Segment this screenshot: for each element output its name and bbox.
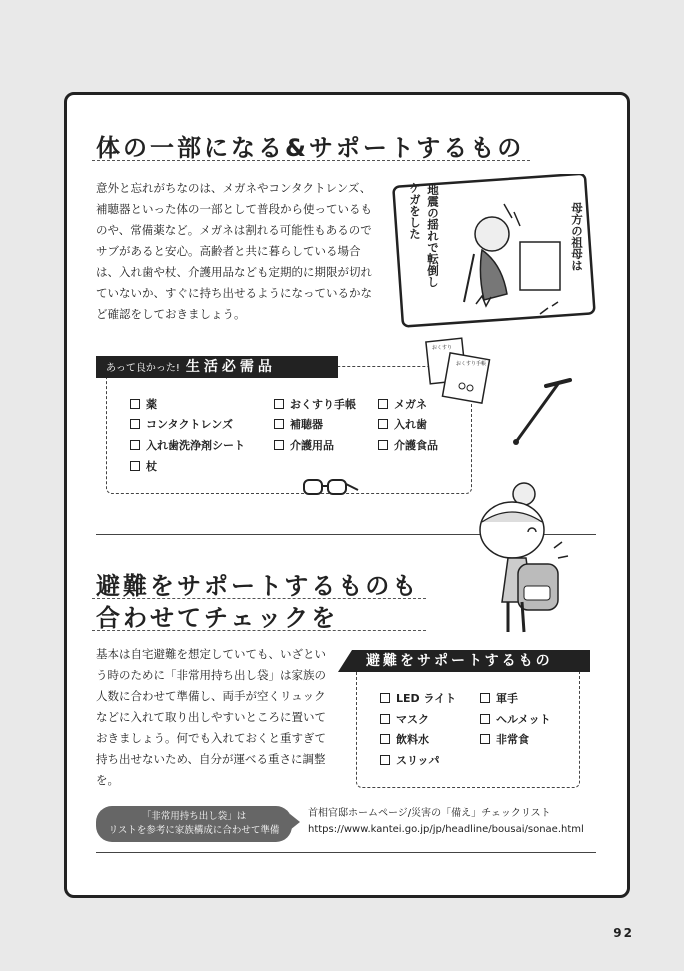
glasses-icon: [300, 474, 360, 500]
section2-title-line1: 避難をサポートするものも: [96, 572, 420, 600]
checkbox-icon: [378, 419, 388, 429]
checkbox-icon: [274, 399, 284, 409]
checklist-item[interactable]: 介護食品: [378, 437, 438, 453]
grandmother-illustration: [392, 174, 598, 328]
section2-title-line2: 合わせてチェックを: [96, 604, 339, 632]
checkbox-icon: [380, 714, 390, 724]
checkbox-icon: [130, 461, 140, 471]
footer-note-pill: [96, 806, 292, 842]
checkbox-icon: [130, 440, 140, 450]
checklist-item[interactable]: 軍手: [480, 690, 518, 706]
checklist-item[interactable]: 入れ歯: [378, 416, 427, 432]
girl-with-backpack-illustration: [462, 478, 572, 636]
illustration-caption-2: 地震の揺れで転倒し: [426, 184, 440, 288]
daily-necessities-banner: [96, 356, 338, 378]
checklist-item[interactable]: 飲料水: [380, 731, 429, 747]
checklist-item[interactable]: 薬: [130, 396, 157, 412]
checklist-item[interactable]: メガネ: [378, 396, 427, 412]
section1-title: 体の一部になる&サポートするもの: [96, 134, 525, 162]
checklist-item[interactable]: 入れ歯洗浄剤シート: [130, 437, 245, 453]
checkbox-icon: [130, 419, 140, 429]
pill-pointer: [290, 814, 300, 830]
checklist-item[interactable]: スリッパ: [380, 752, 440, 768]
checkbox-icon: [378, 399, 388, 409]
book-label-2: おくすり手帳: [456, 361, 487, 367]
banner-big-text: 生活必需品: [185, 359, 276, 375]
source-line1: 首相官邸ホームページ/災害の「備え」チェックリスト: [308, 808, 551, 819]
source-text: [308, 806, 584, 838]
banner-arrow-tail: [338, 650, 352, 672]
checklist-item[interactable]: LED ライト: [380, 690, 456, 706]
pill-line1: 「非常用持ち出し袋」は: [141, 811, 247, 822]
checkbox-icon: [274, 419, 284, 429]
source-url-link[interactable]: https://www.kantei.go.jp/jp/headline/bousai/sonae.html: [308, 824, 584, 835]
checkbox-icon: [480, 734, 490, 744]
checkbox-icon: [480, 714, 490, 724]
book-label-1: おくすり: [432, 345, 453, 351]
medicine-notebook-illustration: [424, 336, 496, 408]
checkbox-icon: [380, 693, 390, 703]
banner-text: 避難をサポートするもの: [366, 653, 553, 669]
illustration-caption-3: ケガをした: [408, 182, 422, 240]
pill-line2: リストを参考に家族構成に合わせて準備: [108, 825, 280, 836]
footer-divider: [96, 852, 596, 853]
title-underline: [92, 630, 426, 631]
checkbox-icon: [380, 734, 390, 744]
section2-body: 基本は自宅避難を想定していても、いざという時のために「非常用持ち出し袋」は家族の人数に合わせて準備し、両手が空くリュックなどに入れて取り出しやすいところに置いておきましょう。何でも入れておくと重すぎて持ち出せないため、自分が運べる重さに調整を。: [96, 647, 326, 787]
section1-body: 意外と忘れがちなのは、メガネやコンタクトレンズ、補聴器といった体の一部として普段から使っているものや、常備薬など。メガネは割れる可能性もあるのでサブがあると安心。高齢者と共に暮らしている場合は、入れ歯や杖、介護用品なども定期的に期限が切れていないか、すぐに持ち出せるようになっているかなど確認をしておきましょう。: [96, 181, 372, 321]
checkbox-icon: [480, 693, 490, 703]
checklist-item[interactable]: 非常食: [480, 731, 529, 747]
banner-arrow-tip: [321, 356, 333, 378]
checklist-item[interactable]: 補聴器: [274, 416, 323, 432]
checklist-item[interactable]: コンタクトレンズ: [130, 416, 233, 432]
grandmother-illustration-drawing: [392, 174, 598, 328]
checklist-item[interactable]: 介護用品: [274, 437, 334, 453]
checkbox-icon: [380, 755, 390, 765]
checklist-item[interactable]: マスク: [380, 711, 429, 727]
checklist-item[interactable]: ヘルメット: [480, 711, 551, 727]
cane-icon: [506, 376, 576, 448]
page-number: 92: [613, 926, 634, 940]
checklist-item[interactable]: おくすり手帳: [274, 396, 356, 412]
checkbox-icon: [378, 440, 388, 450]
checklist-item[interactable]: 杖: [130, 458, 157, 474]
title-underline: [92, 160, 530, 161]
checkbox-icon: [274, 440, 284, 450]
evacuation-support-banner: [352, 650, 590, 672]
illustration-caption-1: 母方の祖母は: [570, 202, 584, 271]
checkbox-icon: [130, 399, 140, 409]
banner-small-text: あって良かった!: [106, 363, 180, 374]
